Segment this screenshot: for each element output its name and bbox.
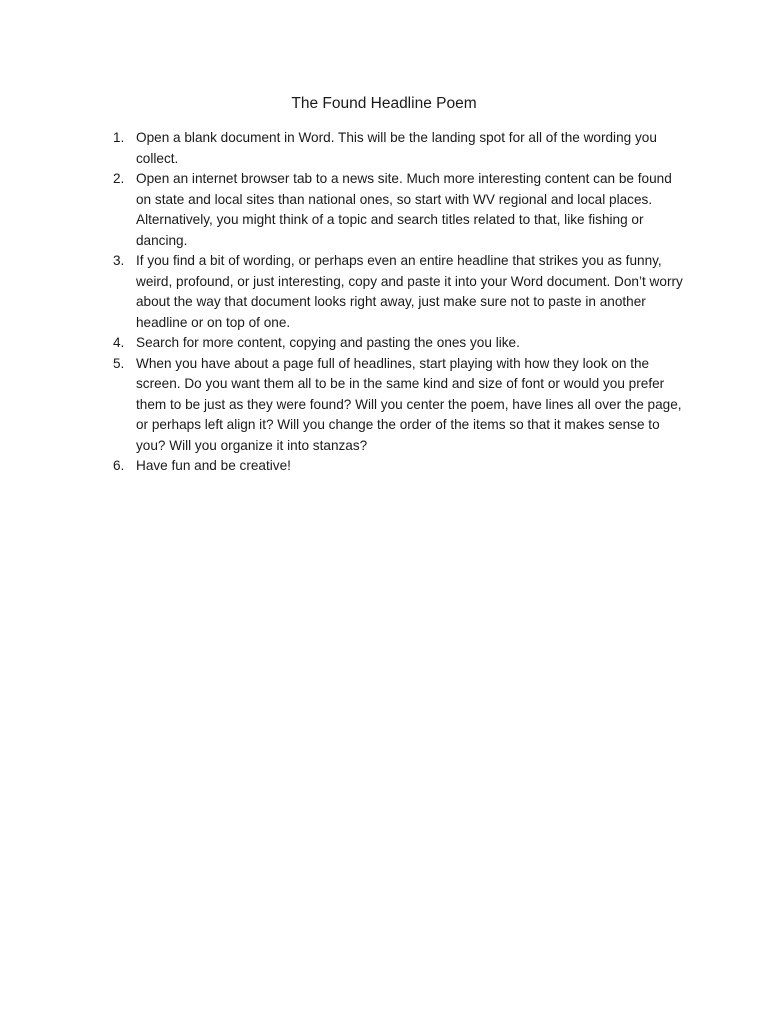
list-item-number: 1. <box>113 130 125 145</box>
list-item-text: Have fun and be creative! <box>136 458 291 473</box>
list-item-text: When you have about a page full of headlines, start playing with how they look on the screen. Do you want them all to be in the same kind and size of font or would you prefer them to be just as they were found? Will you center the poem, have lines all over the page, or perhaps left align it? Will you change the order of the items so that it makes sense to you? Will you organize it into stanzas? <box>136 355 682 453</box>
list-item-number: 2. <box>113 171 125 186</box>
list-item-number: 4. <box>113 335 125 350</box>
list-item-number: 6. <box>113 458 125 473</box>
list-item <box>113 128 683 169</box>
list-item-number: 5. <box>113 355 125 371</box>
list-item-text: Open a blank document in Word. This will be the landing spot for all of the wording you collect. <box>136 130 657 166</box>
instruction-list <box>113 128 683 477</box>
list-item-number: 3. <box>113 253 125 268</box>
list-item <box>113 169 683 251</box>
list-item <box>113 333 683 354</box>
list-item-text: If you find a bit of wording, or perhaps even an entire headline that strikes you as funny, weird, profound, or just interesting, copy and paste it into your Word document. Don’t worry about the way that document looks right away, just make sure not to paste in another headline or on top of one. <box>136 253 683 330</box>
list-item <box>113 354 683 457</box>
list-item <box>113 251 683 333</box>
list-item-text: Open an internet browser tab to a news site. Much more interesting content can be found on state and local sites than national ones, so start with WV regional and local places. Alternatively, you might think of a topic and search titles related to that, like fishing or dancing. <box>136 171 672 248</box>
list-item-text: Search for more content, copying and pasting the ones you like. <box>136 335 520 350</box>
document-title: The Found Headline Poem <box>291 95 477 112</box>
list-item <box>113 456 683 477</box>
